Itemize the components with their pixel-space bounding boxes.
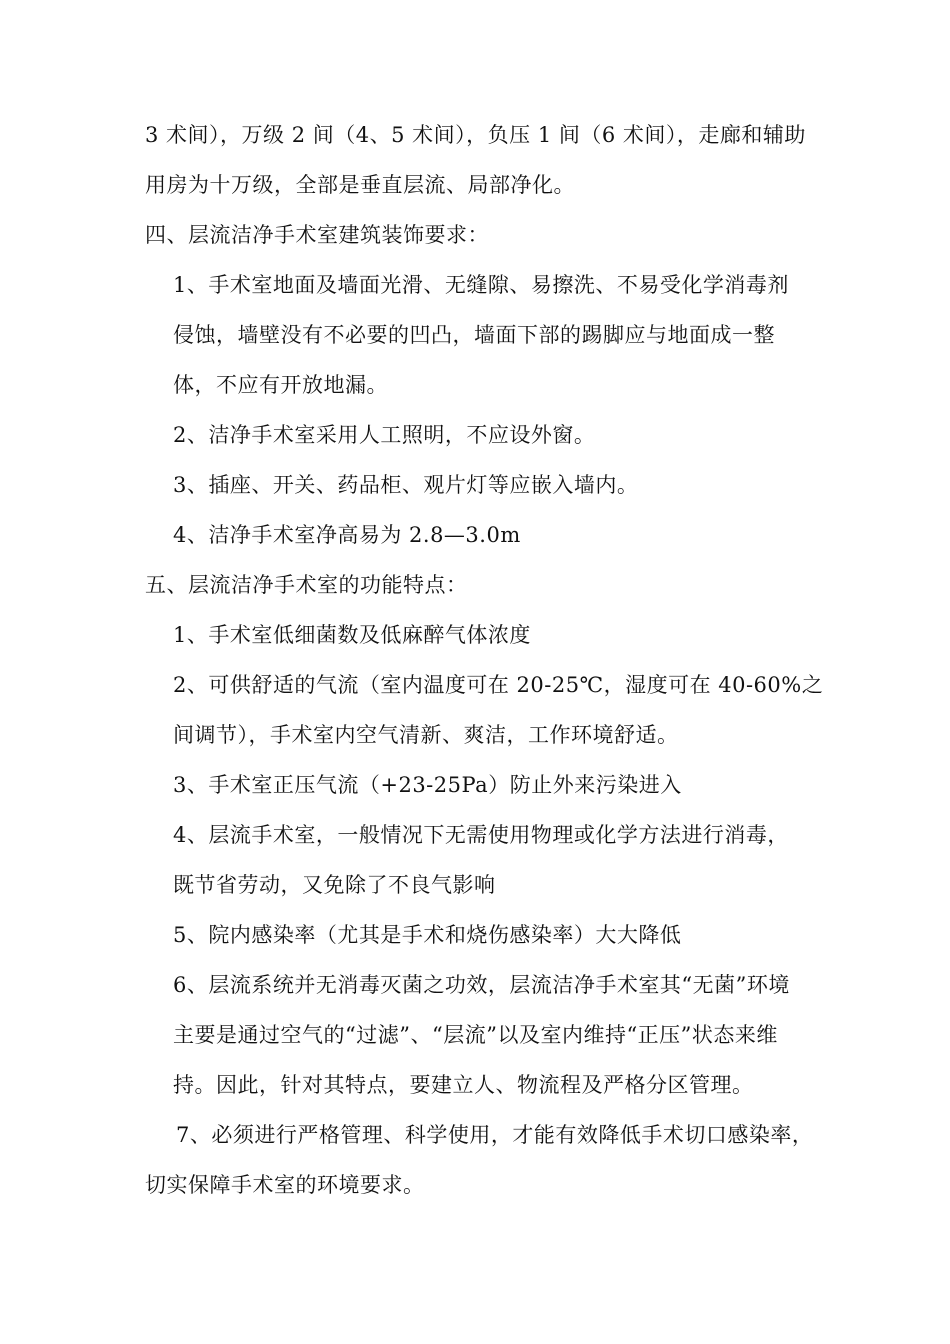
list-item: 2、洁净手术室采用人工照明，不应设外窗。	[173, 423, 596, 447]
text-line: 间调节），手术室内空气清新、爽洁，工作环境舒适。	[173, 723, 679, 747]
text-line: 3 术间），万级 2 间（4、5 术间），负压 1 间（6 术间），走廊和辅助	[145, 123, 806, 147]
list-item: 5、院内感染率（尤其是手术和烧伤感染率）大大降低	[173, 923, 682, 947]
section-heading: 五、层流洁净手术室的功能特点：	[145, 573, 468, 597]
text-line: 主要是通过空气的“过滤”、“层流”以及室内维持“正压”状态来维	[173, 1023, 778, 1047]
list-item: 3、手术室正压气流（+23-25Pa）防止外来污染进入	[173, 773, 682, 797]
section-heading: 四、层流洁净手术室建筑装饰要求：	[145, 223, 489, 247]
list-item: 4、层流手术室，一般情况下无需使用物理或化学方法进行消毒，	[173, 823, 789, 847]
text-line: 体，不应有开放地漏。	[173, 373, 388, 397]
text-line: 持。因此，针对其特点，要建立人、物流程及严格分区管理。	[173, 1073, 754, 1097]
list-item: 2、可供舒适的气流（室内温度可在 20-25℃，湿度可在 40-60%之	[173, 673, 824, 697]
list-item: 1、手术室地面及墙面光滑、无缝隙、易擦洗、不易受化学消毒剂	[173, 273, 789, 297]
list-item: 3、插座、开关、药品柜、观片灯等应嵌入墙内。	[173, 473, 639, 497]
text-line: 侵蚀，墙壁没有不必要的凹凸，墙面下部的踢脚应与地面成一整	[173, 323, 775, 347]
text-line: 切实保障手术室的环境要求。	[145, 1173, 425, 1197]
list-item: 7、必须进行严格管理、科学使用，才能有效降低手术切口感染率，	[176, 1123, 814, 1147]
text-line: 用房为十万级，全部是垂直层流、局部净化。	[145, 173, 575, 197]
list-item: 4、洁净手术室净高易为 2.8—3.0m	[173, 523, 521, 547]
list-item: 1、手术室低细菌数及低麻醉气体浓度	[173, 623, 531, 647]
text-line: 既节省劳动，又免除了不良气影响	[173, 873, 496, 897]
list-item: 6、层流系统并无消毒灭菌之功效，层流洁净手术室其“无菌”环境	[173, 973, 790, 997]
